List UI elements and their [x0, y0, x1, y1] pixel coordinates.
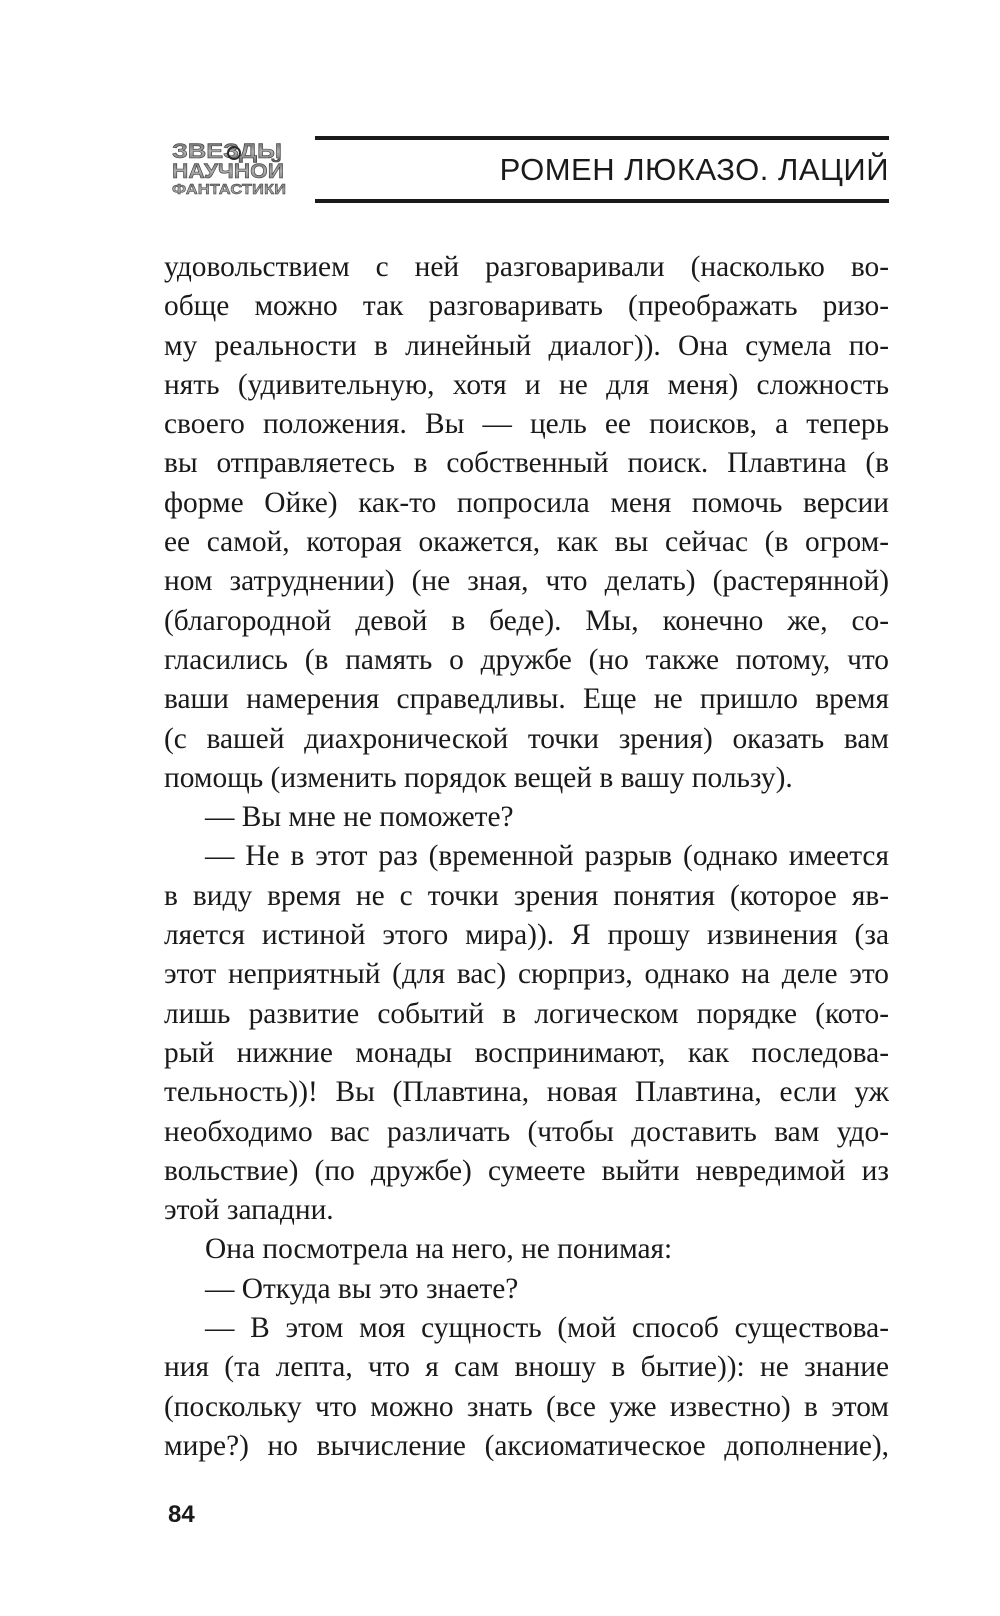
series-logo-line3: ФАНТАСТИКИ — [172, 181, 286, 198]
text-line: ном затруднении) (не зная, что делать) (растерянной) — [164, 565, 889, 598]
text-line: лишь развитие событий в логическом порядке (кото- — [164, 997, 889, 1030]
body-text — [164, 248, 889, 1466]
text-line: в виду время не с точки зрения понятия (которое яв- — [164, 879, 889, 912]
text-line: (поскольку что можно знать (все уже известно) в этом — [164, 1390, 889, 1423]
text-line: (с вашей диахронической точки зрения) оказать вам — [164, 722, 889, 755]
text-line: — Откуда вы это знаете? — [205, 1272, 519, 1305]
text-line: — Вы мне не поможете? — [205, 801, 514, 834]
header-rule-top — [315, 136, 889, 140]
page-number: 84 — [168, 1501, 195, 1528]
text-line: этот неприятный (для вас) сюрприз, однако на деле это — [164, 958, 889, 991]
text-line: мире?) но вычисление (аксиоматическое дополнение), — [164, 1429, 889, 1462]
text-line: ния (та лепта, что я сам вношу в бытие)): не знание — [164, 1351, 889, 1384]
text-line: ее самой, которая окажется, как вы сейчас (в огром- — [164, 526, 889, 559]
text-line: форме Ойке) как-то попросила меня помочь версии — [164, 486, 889, 519]
series-logo-graphic — [170, 138, 288, 200]
running-head: РОМЕН ЛЮКАЗО. ЛАЦИЙ — [499, 152, 889, 187]
text-line: этой западни. — [164, 1194, 334, 1227]
text-line: рый нижние монады воспринимают, как последова- — [164, 1036, 889, 1069]
header-rule-bottom — [315, 199, 889, 203]
text-line: Она посмотрела на него, не понимая: — [205, 1233, 673, 1266]
text-line: нять (удивительную, хотя и не для меня) сложность — [164, 368, 889, 401]
series-logo — [170, 138, 288, 200]
text-line: вольствие) (по дружбе) сумеете выйти невредимой из — [164, 1154, 889, 1187]
text-line: обще можно так разговаривать (преображать ризо- — [164, 290, 889, 323]
text-line: удовольствием с ней разговаривали (насколько во- — [164, 251, 889, 283]
text-line: ваши намерения справедливы. Еще не пришло время — [164, 683, 889, 716]
text-line: (благородной девой в беде). Мы, конечно же, со- — [164, 604, 889, 637]
series-logo-line2: НАУЧНОЙ — [172, 160, 276, 183]
text-line: — Не в этот раз (временной разрыв (однако имеется — [205, 840, 889, 873]
text-line: необходимо вас различать (чтобы доставить вам удо- — [164, 1115, 889, 1148]
text-line: ляется истиной этого мира)). Я прошу извинения (за — [164, 919, 889, 952]
text-line: своего положения. Вы — цель ее поисков, а теперь — [164, 408, 889, 441]
text-line: тельность))! Вы (Плавтина, новая Плавтина, если уж — [164, 1076, 889, 1109]
text-line: му реальности в линейный диалог)). Она сумела по- — [164, 329, 889, 362]
text-line: вы отправляетесь в собственный поиск. Плавтина (в — [164, 447, 889, 480]
text-line: — В этом моя сущность (мой способ существова- — [205, 1312, 889, 1345]
text-line: помощь (изменить порядок вещей в вашу пользу). — [164, 761, 793, 794]
text-line: гласились (в память о дружбе (но также потому, что — [164, 643, 889, 676]
series-logo-line1: ЗВЕЗДЫ — [172, 140, 282, 163]
